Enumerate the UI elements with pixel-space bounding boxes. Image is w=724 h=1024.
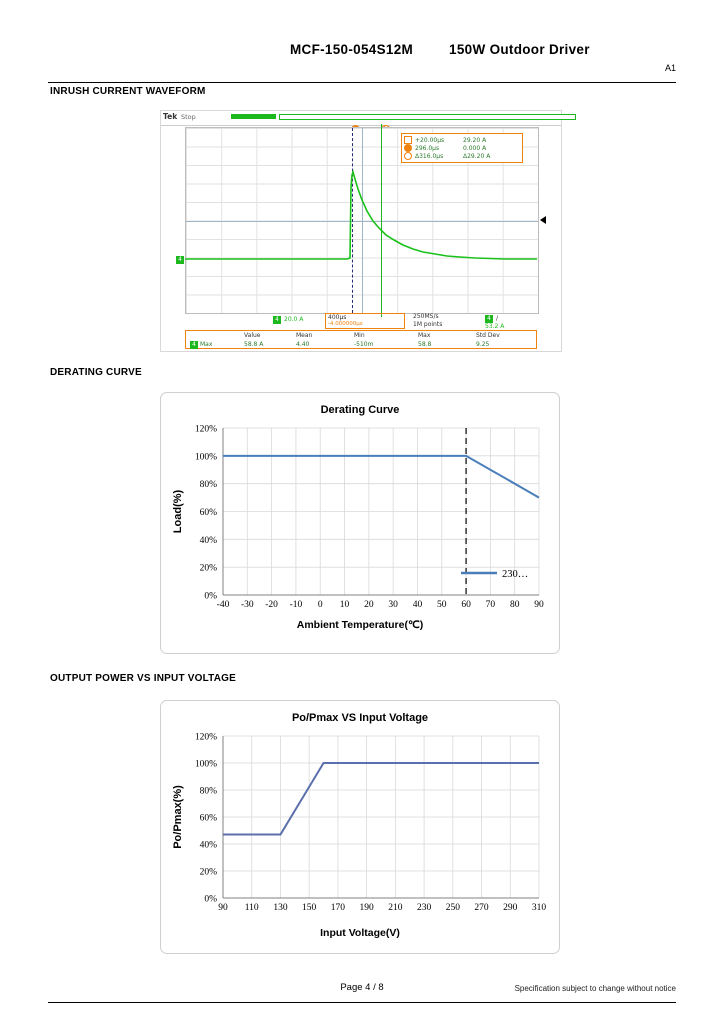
- xaxis-label-derating: Ambient Temperature(℃): [296, 619, 424, 631]
- svg-text:60%: 60%: [199, 813, 217, 824]
- trigger-position-value: -4.000000µs: [328, 321, 363, 327]
- trigger-slope-icon: /: [496, 315, 499, 322]
- svg-text:10: 10: [339, 600, 350, 610]
- cursor-b-swatch-icon: [404, 144, 412, 152]
- revision-label: A1: [664, 63, 676, 73]
- channel-4-position-marker: 4: [176, 256, 184, 264]
- measurement-source-badge: 4: [190, 341, 198, 349]
- svg-text:110: 110: [244, 903, 259, 913]
- svg-text:170: 170: [330, 903, 346, 913]
- cursor-line-b: [381, 124, 382, 317]
- measurement-value: 58.8 A: [244, 341, 264, 348]
- timebase-box: [325, 313, 405, 329]
- cursor-readout-row: [404, 136, 520, 144]
- svg-text:230: 230: [416, 903, 432, 913]
- derating-curve-chart: [160, 392, 560, 654]
- cursor-readout-box: [401, 133, 523, 163]
- cursor-a-swatch-icon: [404, 136, 412, 144]
- cursor-readout-row: [404, 144, 520, 152]
- svg-text:100%: 100%: [194, 452, 217, 463]
- footer-note: Specification subject to change without notice: [514, 984, 676, 993]
- opvin-plot-area: [161, 724, 559, 929]
- svg-text:30: 30: [388, 600, 398, 610]
- scope-brand-label: Tek: [163, 112, 178, 121]
- svg-text:40%: 40%: [199, 535, 217, 546]
- measurement-header-value: Value: [244, 332, 261, 339]
- cursor-b-time: 296.0µs: [415, 144, 440, 152]
- svg-text:0%: 0%: [204, 591, 217, 602]
- svg-text:-30: -30: [240, 600, 254, 610]
- trigger-level-arrow-icon: [540, 216, 546, 224]
- svg-text:270: 270: [474, 903, 489, 913]
- svg-text:0: 0: [317, 600, 323, 610]
- cursor-a-value: 29.20 A: [463, 136, 487, 144]
- svg-text:80%: 80%: [199, 786, 217, 797]
- xaxis-label-opvin: Input Voltage(V): [320, 927, 400, 939]
- channel-4-badge: 4: [273, 316, 281, 324]
- svg-text:250: 250: [445, 903, 460, 913]
- product-name: 150W Outdoor Driver: [449, 42, 590, 57]
- svg-text:Po/Pmax(%): Po/Pmax(%): [172, 785, 184, 849]
- svg-text:90: 90: [218, 903, 228, 913]
- cursor-delta-time: Δ316.0µs: [415, 152, 444, 160]
- measurement-table: [185, 330, 537, 349]
- trigger-info: [485, 315, 504, 330]
- svg-text:120%: 120%: [194, 732, 217, 743]
- oscilloscope-screenshot: [160, 110, 562, 352]
- measurement-header-mean: Mean: [296, 332, 313, 339]
- svg-text:20%: 20%: [199, 563, 217, 574]
- cursor-dashed-line: [352, 128, 353, 313]
- derating-plot-svg: [161, 416, 561, 621]
- header-title: [290, 42, 590, 57]
- svg-text:40: 40: [412, 600, 423, 610]
- cursor-readout-row: [404, 152, 520, 160]
- derating-plot-area: [161, 416, 559, 621]
- svg-text:120%: 120%: [194, 424, 217, 435]
- cursor-a-time: +20.00µs: [415, 136, 445, 144]
- svg-text:100%: 100%: [194, 759, 217, 770]
- channel-4-scale: [273, 316, 303, 324]
- measurement-header-min: Min: [354, 332, 365, 339]
- measurement-min: -510m: [354, 341, 374, 348]
- graticule-center-v: [362, 128, 363, 313]
- svg-text:Load(%): Load(%): [172, 489, 184, 534]
- cursor-b-value: 0.000 A: [463, 144, 487, 152]
- section-title-output-power: OUTPUT POWER VS INPUT VOLTAGE: [50, 673, 236, 684]
- svg-text:60%: 60%: [199, 508, 217, 518]
- svg-text:70: 70: [485, 600, 496, 610]
- acquisition-info: [413, 313, 442, 329]
- measurement-max: 58.8: [418, 341, 432, 348]
- footer-divider: [48, 1002, 676, 1003]
- svg-text:90: 90: [534, 600, 544, 610]
- svg-text:130: 130: [273, 903, 288, 913]
- measurement-name: Max: [200, 341, 213, 348]
- svg-text:80%: 80%: [199, 480, 217, 491]
- svg-text:50: 50: [437, 600, 447, 610]
- svg-text:190: 190: [359, 903, 374, 913]
- record-length-value: 1M points: [413, 321, 443, 328]
- svg-text:20%: 20%: [199, 867, 217, 878]
- svg-text:-10: -10: [289, 600, 303, 610]
- scope-status-bar: [185, 314, 537, 330]
- svg-text:150: 150: [302, 903, 317, 913]
- svg-text:-40: -40: [216, 600, 230, 610]
- svg-text:310: 310: [531, 903, 547, 913]
- scope-run-state: Stop: [181, 113, 196, 121]
- timebase-value: 400µs: [328, 314, 347, 321]
- footer-page-number: Page 4 / 8: [340, 982, 384, 993]
- svg-text:-20: -20: [265, 600, 278, 610]
- measurement-header-max: Max: [418, 332, 431, 339]
- section-title-inrush: INRUSH CURRENT WAVEFORM: [50, 86, 206, 97]
- trigger-level-value: 53.2 A: [485, 323, 505, 330]
- output-power-chart: [160, 700, 560, 954]
- svg-text:210: 210: [388, 903, 403, 913]
- chart-title-derating: Derating Curve: [320, 404, 400, 416]
- trigger-source-badge: 4: [485, 315, 493, 323]
- measurement-mean: 4.40: [296, 341, 310, 348]
- svg-text:0%: 0%: [204, 894, 217, 905]
- sample-rate-value: 250MS/s: [413, 313, 439, 320]
- section-title-derating: DERATING CURVE: [50, 367, 142, 378]
- measurement-stddev: 9.25: [476, 341, 490, 348]
- model-number: MCF-150-054S12M: [290, 42, 414, 57]
- svg-text:60: 60: [461, 600, 471, 610]
- svg-text:40%: 40%: [199, 840, 217, 851]
- channel-4-scale-value: 20.0 A: [284, 316, 304, 323]
- measurement-header-stddev: Std Dev: [476, 332, 500, 339]
- scope-record-window: [279, 114, 576, 120]
- page-header: [0, 0, 724, 80]
- cursor-delta-swatch-icon: [404, 152, 412, 160]
- measurement-row-label: [190, 341, 212, 349]
- scope-top-bar: [161, 111, 561, 126]
- cursor-delta-value: Δ29.20 A: [463, 152, 491, 160]
- scope-record-bar: [231, 114, 276, 119]
- header-divider: [48, 82, 676, 83]
- svg-text:290: 290: [503, 903, 518, 913]
- svg-text:20: 20: [364, 600, 374, 610]
- svg-text:80: 80: [509, 600, 520, 610]
- chart-title-opvin: Po/Pmax VS Input Voltage: [291, 712, 429, 724]
- opvin-plot-svg: [161, 724, 561, 924]
- svg-text:230…: 230…: [502, 569, 529, 580]
